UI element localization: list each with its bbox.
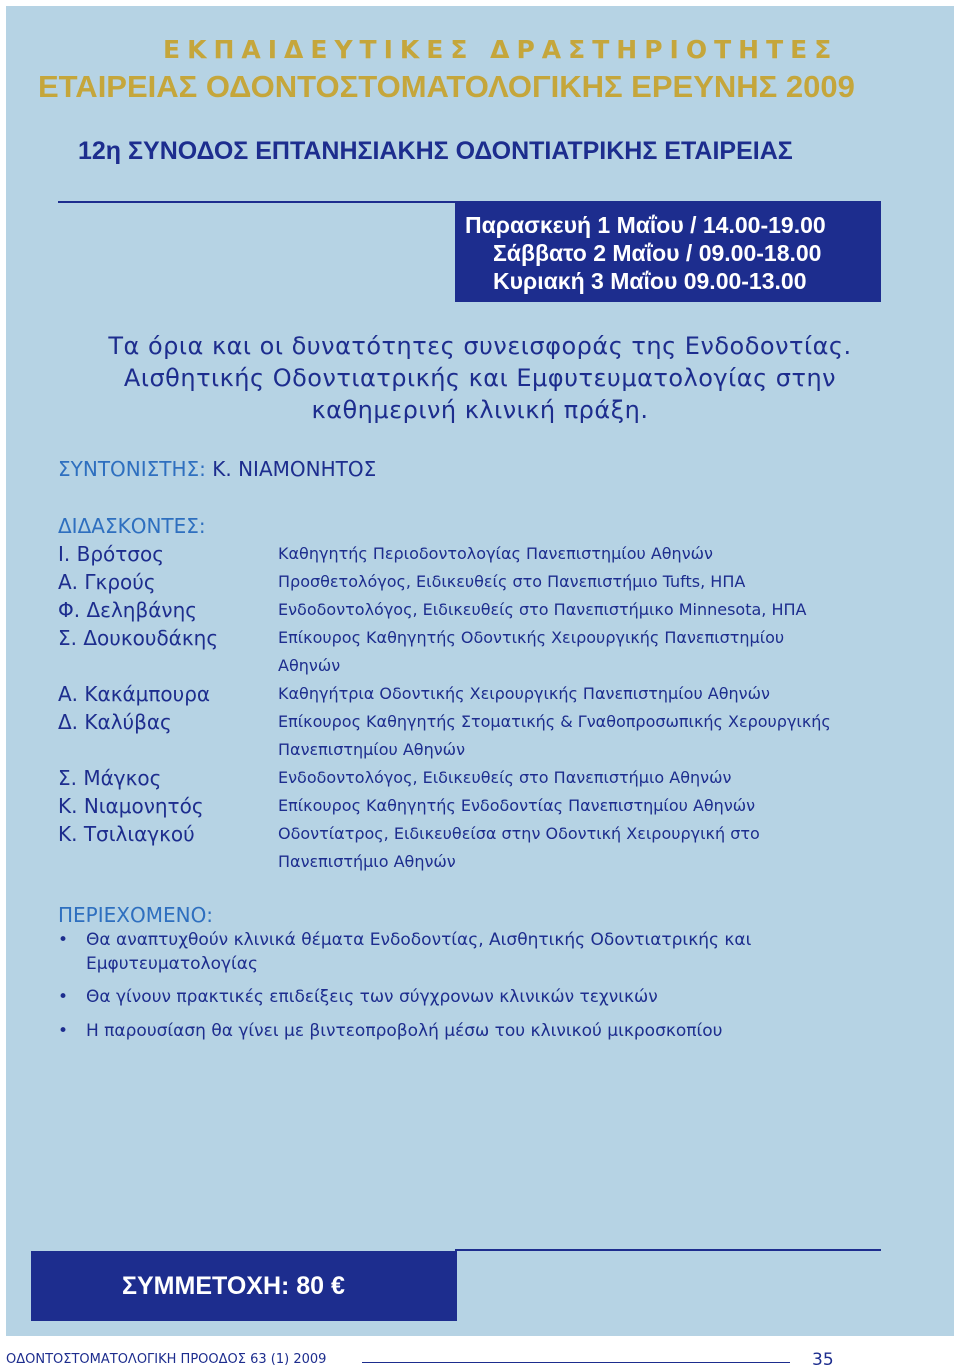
topic-heading [70,330,890,426]
event-title: 12η ΣΥΝΟΔΟΣ ΕΠΤΑΝΗΣΙΑΚΗΣ ΟΔΟΝΤΙΑΤΡΙΚΗΣ ΕΤΑΙΡΕΙΑΣ [78,137,793,165]
coordinator-label: ΣΥΝΤΟΝΙΣΤΗΣ: [58,457,206,481]
fee-divider-line [455,1249,881,1251]
list-item-text: Η παρουσίαση θα γίνει με βιντεοπροβολή μέσω του κλινικού μικροσκοπίου [86,1021,723,1041]
teachers-label: ΔΙΔΑΣΚΟΝΤΕΣ: [58,514,206,538]
teacher-role: Επίκουρος Καθηγητής Ενδοδοντίας Πανεπιστημίου Αθηνών [278,796,756,815]
teacher-name: Ι. Βρότσος [58,542,164,566]
schedule-day-2: Σάββατο 2 Μαΐου / 09.00-18.00 [493,240,822,266]
teacher-role: Προσθετολόγος, Ειδικευθείς στο Πανεπιστήμιο Tufts, ΗΠΑ [278,572,746,591]
teacher-role: Καθηγητής Περιοδοντολογίας Πανεπιστημίου Αθηνών [278,544,713,563]
teacher-role: Ενδοδοντολόγος, Ειδικευθείς στο Πανεπιστήμιο Αθηνών [278,768,732,787]
list-item-text: Θα αναπτυχθούν κλινικά θέματα Ενδοδοντίας, Αισθητικής Οδοντιατρικής και Εμφυτευματολογίας [86,930,752,974]
footer-rule [362,1362,790,1363]
section-title: ΕΚΠΑΙΔΕΥΤΙΚΕΣ ΔΡΑΣΤΗΡΙΟΤΗΤΕΣ [163,35,839,64]
fee-box [31,1251,457,1321]
teacher-name: Κ. Τσιλιαγκού [58,822,195,846]
schedule-box [455,201,881,302]
content-label: ΠΕΡΙΕΧΟΜΕΝΟ: [58,903,214,927]
teacher-name: Δ. Καλύβας [58,710,172,734]
section-subtitle: ΕΤΑΙΡΕΙΑΣ ΟΔΟΝΤΟΣΤΟΜΑΤΟΛΟΓΙΚΗΣ ΕΡΕΥΝΗΣ 2009 [38,69,855,104]
teacher-role: Καθηγήτρια Οδοντικής Χειρουργικής Πανεπιστημίου Αθηνών [278,684,770,703]
schedule-day-3: Κυριακή 3 Μαΐου 09.00-13.00 [493,268,807,294]
list-item-text: Θα γίνουν πρακτικές επιδείξεις των σύγχρονων κλινικών τεχνικών [86,987,658,1007]
teacher-name: Α. Κακάμπουρα [58,682,211,706]
page-number: 35 [812,1350,834,1370]
divider-line [58,201,456,203]
schedule-day-1: Παρασκευή 1 Μαΐου / 14.00-19.00 [465,212,826,238]
bullet-icon: • [58,987,69,1007]
teacher-name: Κ. Νιαμονητός [58,794,204,818]
teacher-name: Σ. Δουκουδάκης [58,626,219,650]
teacher-role: Οδοντίατρος, Ειδικευθείσα στην Οδοντική Χειρουργική στο [278,824,760,843]
teacher-role-continued: Πανεπιστήμιο Αθηνών [278,852,456,871]
topic-line-1: Τα όρια και οι δυνατότητες συνεισφοράς της Ενδοδοντίας. [108,332,852,360]
teacher-name: Φ. Δεληβάνης [58,598,197,622]
topic-line-3: καθημερινή κλινική πράξη. [311,396,649,424]
fee-text: ΣΥΜΜΕΤΟΧΗ: 80 € [122,1272,345,1300]
teacher-role-continued: Αθηνών [278,656,341,675]
teacher-name: Α. Γκρούς [58,570,156,594]
coordinator [58,455,376,483]
teacher-role: Επίκουρος Καθηγητής Οδοντικής Χειρουργικής Πανεπιστημίου [278,628,785,647]
topic-line-2: Αισθητικής Οδοντιατρικής και Εμφυτευματολογίας στην [123,364,837,392]
teacher-role-continued: Πανεπιστημίου Αθηνών [278,740,465,759]
bullet-icon: • [58,1021,69,1041]
teacher-role: Ενδοδοντολόγος, Ειδικευθείς στο Πανεπιστήμικο Minnesota, ΗΠΑ [278,600,807,619]
journal-footer: ΟΔΟΝΤΟΣΤΟΜΑΤΟΛΟΓΙΚΗ ΠΡΟΟΔΟΣ 63 (1) 2009 [6,1352,327,1367]
coordinator-name: Κ. ΝΙΑΜΟΝΗΤΟΣ [212,457,377,481]
teacher-role: Επίκουρος Καθηγητής Στοματικής & Γναθοπροσωπικής Χερουργικής [278,712,831,731]
teacher-name: Σ. Μάγκος [58,766,162,790]
bullet-icon: • [58,930,69,950]
